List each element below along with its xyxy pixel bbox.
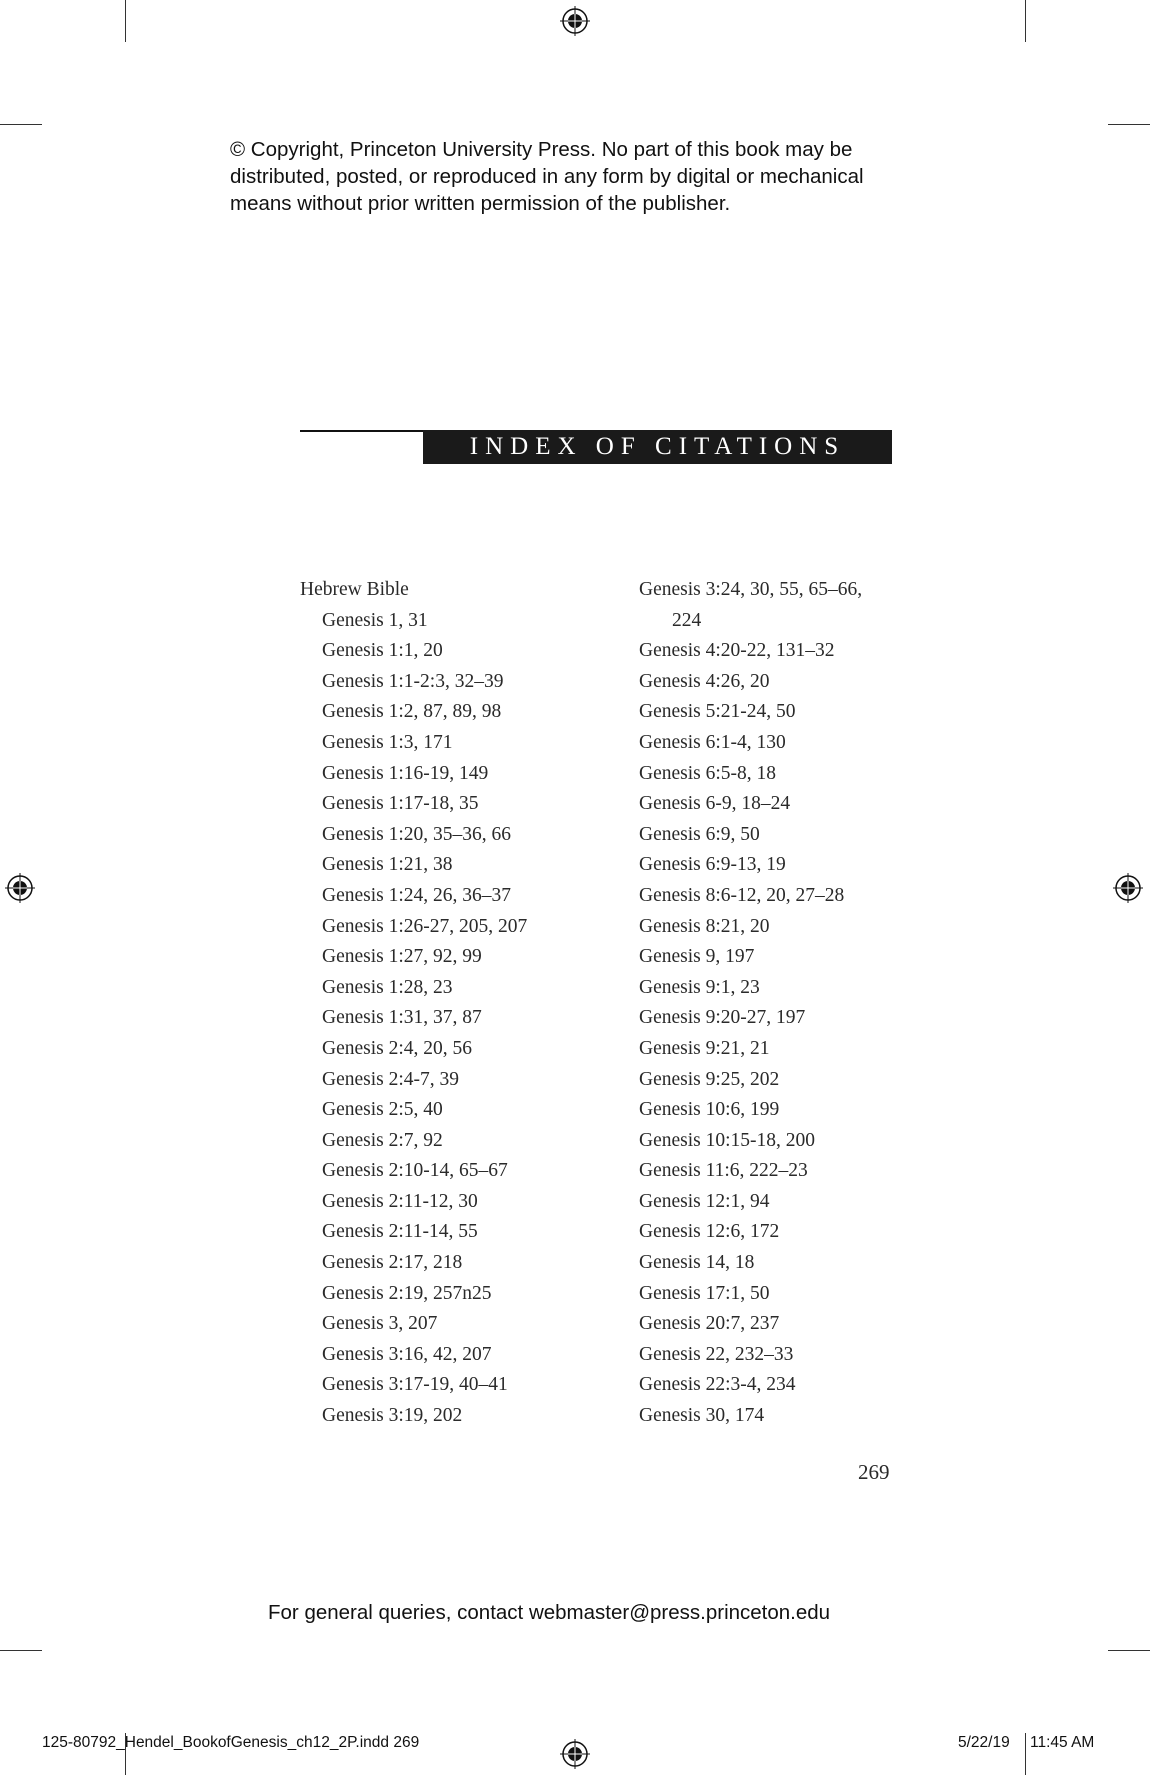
index-entry: Genesis 6:9-13, 19	[639, 854, 786, 876]
index-entry: Genesis 1, 31	[322, 609, 428, 631]
index-entry: Genesis 3, 207	[322, 1313, 438, 1335]
index-entry: Genesis 10:6, 199	[639, 1099, 780, 1121]
index-entry: Genesis 12:6, 172	[639, 1221, 780, 1243]
index-entry: Genesis 8:21, 20	[639, 915, 770, 937]
index-entry: Genesis 1:20, 35–36, 66	[322, 823, 512, 845]
index-entry-list	[300, 606, 620, 1432]
index-column-right	[639, 575, 939, 1432]
index-entry: Genesis 6:1-4, 130	[639, 731, 786, 753]
copyright-line: means without prior written permission of the publisher.	[230, 192, 731, 215]
index-entry: Genesis 2:19, 257n25	[322, 1282, 492, 1304]
index-entry-continuation: 224	[672, 609, 702, 631]
index-entry: Genesis 1:21, 38	[322, 854, 453, 876]
index-entry: Genesis 1:17-18, 35	[322, 793, 479, 815]
index-entry: Genesis 1:1, 20	[322, 640, 443, 662]
crop-mark-bottom-left-horizontal	[0, 1650, 42, 1651]
registration-mark-icon	[560, 6, 590, 36]
slug-date: 5/22/19	[958, 1734, 1010, 1751]
crop-mark-top-right-vertical	[1025, 0, 1026, 42]
index-entry: Genesis 9:21, 21	[639, 1037, 770, 1059]
crop-mark-bottom-right-vertical	[1025, 1733, 1026, 1775]
index-entry: Genesis 30, 174	[639, 1405, 765, 1427]
index-entry: Genesis 22:3-4, 234	[639, 1374, 796, 1396]
index-entry: Genesis 1:31, 37, 87	[322, 1007, 482, 1029]
heading-rule	[300, 430, 425, 432]
index-entry: Genesis 3:24, 30, 55, 65–66,	[639, 579, 863, 600]
index-section-title: Hebrew Bible	[300, 579, 409, 600]
crop-mark-top-left-horizontal	[0, 124, 42, 125]
index-entry: Genesis 2:17, 218	[322, 1252, 463, 1274]
copyright-notice	[230, 136, 950, 217]
index-entry: Genesis 3:19, 202	[322, 1405, 463, 1427]
index-entry: Genesis 11:6, 222–23	[639, 1160, 808, 1182]
index-entry: Genesis 2:7, 92	[322, 1129, 443, 1151]
index-column-left	[300, 575, 620, 1432]
copyright-line: distributed, posted, or reproduced in any form by digital or mechanical	[230, 165, 864, 188]
index-entry: Genesis 9, 197	[639, 946, 755, 968]
index-entry: Genesis 5:21-24, 50	[639, 701, 796, 723]
index-entry: Genesis 1:16-19, 149	[322, 762, 489, 784]
index-entry: Genesis 9:20-27, 197	[639, 1007, 806, 1029]
index-entry: Genesis 1:3, 171	[322, 731, 453, 753]
index-entry: Genesis 3:16, 42, 207	[322, 1343, 492, 1365]
index-entry: Genesis 3:17-19, 40–41	[322, 1374, 508, 1396]
index-entry: Genesis 17:1, 50	[639, 1282, 770, 1304]
copyright-line: © Copyright, Princeton University Press. No part of this book may be	[230, 138, 853, 161]
index-entry: Genesis 4:26, 20	[639, 670, 770, 692]
page-number: 269	[858, 1460, 890, 1484]
slug-file: 125-80792_Hendel_BookofGenesis_ch12_2P.indd 269	[42, 1734, 420, 1751]
index-entry: Genesis 1:2, 87, 89, 98	[322, 701, 502, 723]
index-entry: Genesis 6-9, 18–24	[639, 793, 791, 815]
index-entry: Genesis 2:5, 40	[322, 1099, 443, 1121]
index-entry: Genesis 20:7, 237	[639, 1313, 780, 1335]
index-heading	[300, 430, 892, 464]
index-entry: Genesis 14, 18	[639, 1252, 755, 1274]
index-entry-list	[639, 636, 939, 1431]
index-entry: Genesis 9:1, 23	[639, 976, 760, 998]
index-entry: Genesis 9:25, 202	[639, 1068, 780, 1090]
index-entry: Genesis 1:26-27, 205, 207	[322, 915, 528, 937]
registration-mark-icon	[5, 873, 35, 903]
index-entry: Genesis 6:5-8, 18	[639, 762, 777, 784]
index-entry: Genesis 4:20-22, 131–32	[639, 640, 835, 662]
index-entry: Genesis 2:11-12, 30	[322, 1190, 478, 1212]
index-entry: Genesis 12:1, 94	[639, 1190, 770, 1212]
index-entry: Genesis 1:28, 23	[322, 976, 453, 998]
crop-mark-top-left-vertical	[125, 0, 126, 42]
index-entry: Genesis 2:11-14, 55	[322, 1221, 478, 1243]
slug-time: 11:45 AM	[1030, 1734, 1095, 1751]
index-entry: Genesis 22, 232–33	[639, 1343, 794, 1365]
contact-footer: For general queries, contact webmaster@press.princeton.edu	[268, 1601, 831, 1624]
index-entry: Genesis 1:1-2:3, 32–39	[322, 670, 504, 692]
index-entry: Genesis 2:10-14, 65–67	[322, 1160, 508, 1182]
index-entry: Genesis 1:24, 26, 36–37	[322, 884, 512, 906]
registration-mark-icon	[560, 1739, 590, 1769]
index-entry: Genesis 1:27, 92, 99	[322, 946, 482, 968]
page-title: INDEX OF CITATIONS	[423, 430, 892, 464]
index-entry: Genesis 10:15-18, 200	[639, 1129, 816, 1151]
crop-mark-bottom-right-horizontal	[1108, 1650, 1150, 1651]
crop-mark-top-right-horizontal	[1108, 124, 1150, 125]
index-entry: Genesis 8:6-12, 20, 27–28	[639, 884, 845, 906]
index-entry: Genesis 2:4, 20, 56	[322, 1037, 473, 1059]
index-entry: Genesis 2:4-7, 39	[322, 1068, 460, 1090]
index-entry: Genesis 6:9, 50	[639, 823, 760, 845]
registration-mark-icon	[1113, 873, 1143, 903]
